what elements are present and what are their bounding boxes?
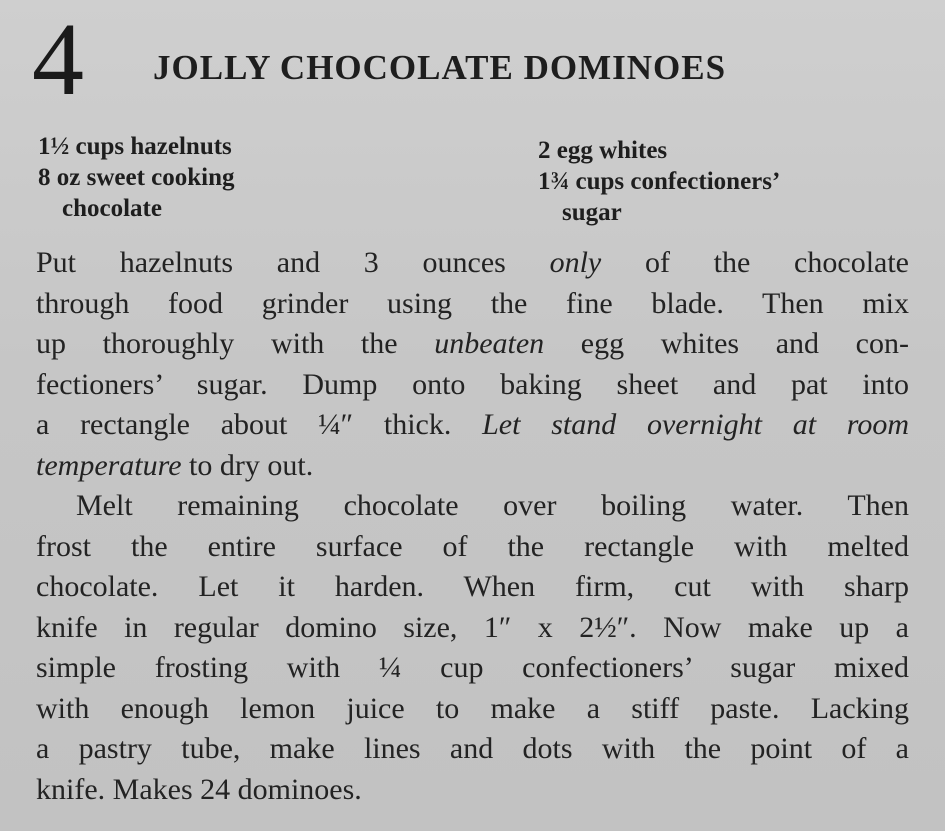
ingredients-right-column — [538, 135, 918, 228]
ingredient-chocolate-cont: chocolate — [62, 195, 162, 222]
text-segment: egg whites and con- — [544, 327, 909, 360]
text-line — [36, 324, 909, 365]
text-line: knife. Makes 24 dominoes. — [36, 772, 362, 806]
ingredient-chocolate: 8 oz sweet cooking — [38, 164, 235, 191]
ingredient-hazelnuts: 1½ cups hazelnuts — [38, 133, 232, 160]
text-segment: Put hazelnuts and 3 ounces — [36, 246, 550, 279]
text-line: frost the entire surface of the rectangle with melted — [36, 529, 909, 563]
instructions — [36, 243, 909, 810]
text-line — [36, 446, 909, 487]
text-segment: to dry out. — [181, 448, 314, 482]
text-line: through food grinder using the fine blade. Then mix — [36, 286, 909, 320]
instructions-paragraph-1 — [36, 243, 909, 486]
ingredient-egg-whites: 2 egg whites — [538, 137, 668, 164]
text-line: Melt remaining chocolate over boiling water. Then — [76, 489, 909, 522]
text-line: fectioners’ sugar. Dump onto baking sheet and pat into — [36, 367, 909, 401]
ingredient-sugar-cont: sugar — [562, 199, 622, 226]
text-line: with enough lemon juice to make a stiff paste. Lacking — [36, 691, 909, 725]
emphasis-text: unbeaten — [434, 327, 545, 360]
text-line — [36, 405, 909, 446]
emphasis-text: Let stand overnight at room — [482, 408, 909, 441]
recipe-title: JOLLY CHOCOLATE DOMINOES — [153, 48, 727, 87]
recipe-number: 4 — [32, 2, 82, 117]
text-line: a pastry tube, make lines and dots with the point of a — [36, 732, 909, 765]
instructions-paragraph-2 — [36, 486, 909, 810]
text-line: chocolate. Let it harden. When firm, cut with sharp — [36, 570, 909, 603]
text-line: simple frosting with ¼ cup confectioners’ sugar mixed — [36, 651, 909, 684]
ingredients-left-column — [38, 131, 368, 224]
text-segment: of the chocolate — [601, 246, 909, 279]
text-line — [36, 243, 909, 284]
ingredient-sugar: 1¾ cups confectioners’ — [538, 168, 781, 195]
text-line: knife in regular domino size, 1″ x 2½″. Now make up a — [36, 610, 909, 644]
emphasis-text: only — [549, 246, 602, 279]
emphasis-text: temperature — [36, 448, 182, 482]
text-segment: a rectangle about ¼″ thick. — [36, 408, 483, 441]
text-segment: up thoroughly with the — [36, 327, 435, 360]
